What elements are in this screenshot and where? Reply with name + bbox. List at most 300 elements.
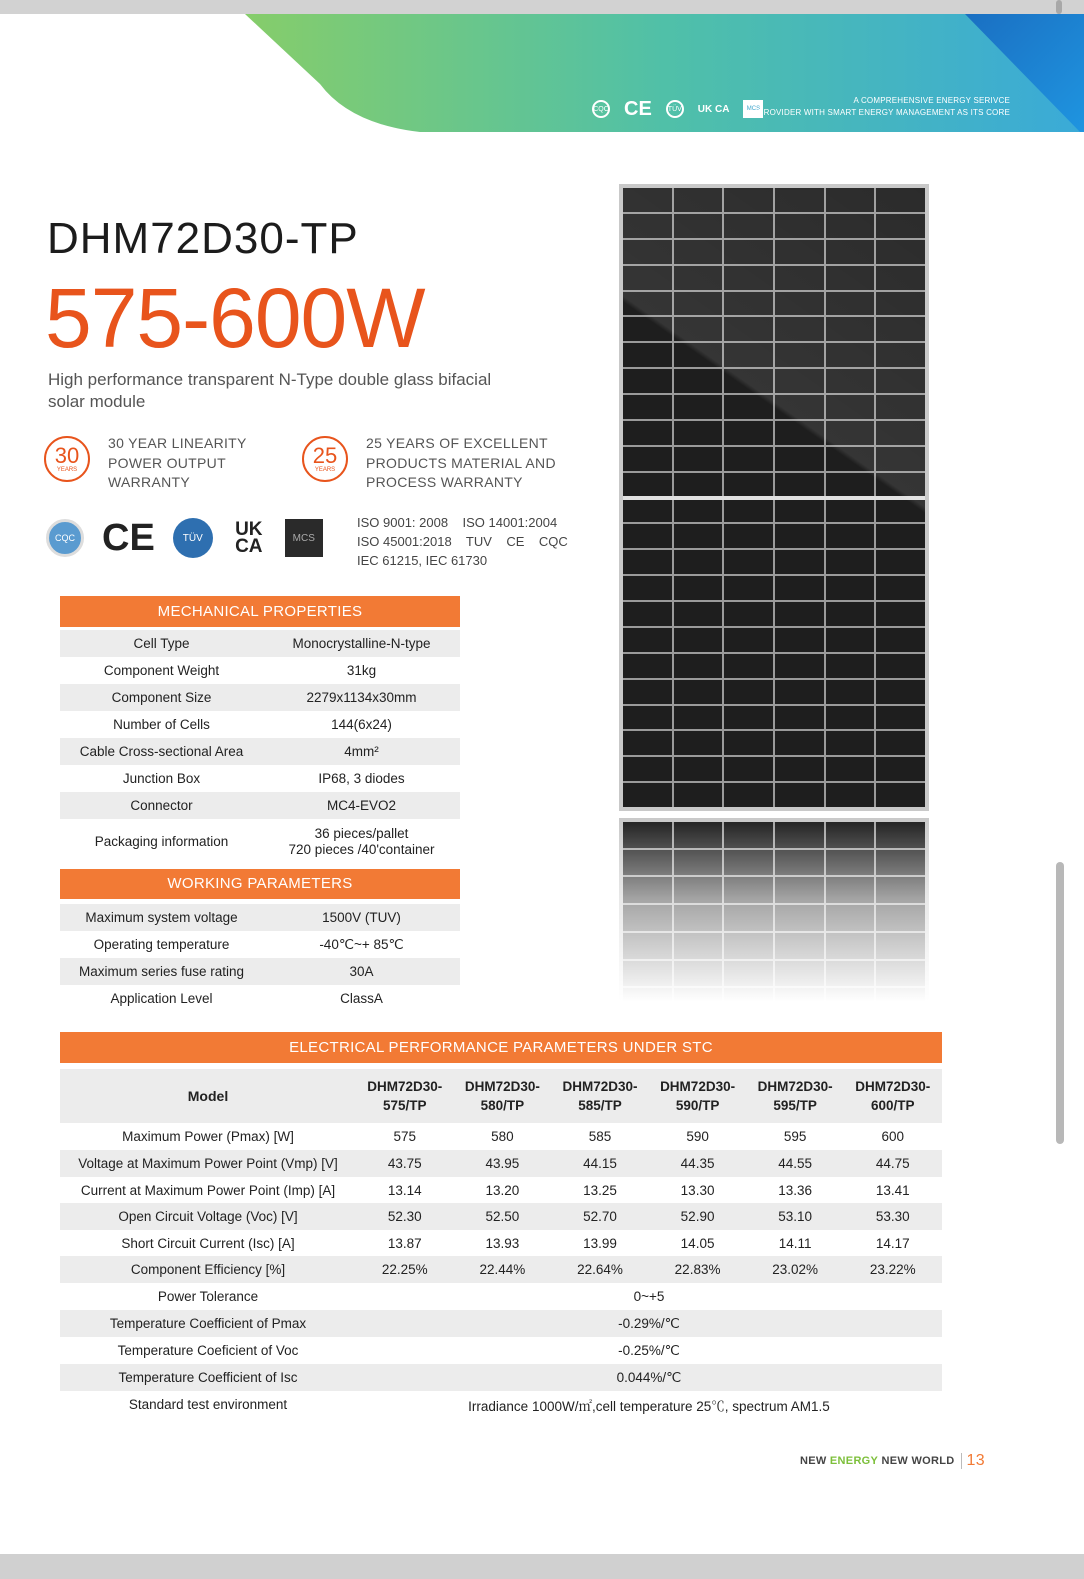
solar-cell: [826, 576, 875, 600]
row-value: 0.044%/℃: [616, 1369, 682, 1385]
solar-cell: [775, 214, 824, 238]
row-label: Maximum system voltage: [85, 910, 238, 925]
row-value: 590: [686, 1129, 709, 1144]
solar-cell: [724, 369, 773, 393]
solar-cell: [674, 317, 723, 341]
working-parameters-table: [60, 904, 460, 1012]
row-label: Power Tolerance: [157, 1289, 259, 1304]
iso-line: ISO 9001: 2008 ISO 14001:2004: [357, 515, 558, 530]
solar-cell: [775, 266, 824, 290]
solar-cell: [775, 706, 824, 730]
solar-cell: [674, 602, 723, 626]
ukca-icon: UK CA: [235, 519, 263, 557]
solar-cell: [826, 240, 875, 264]
row-value: 22.25%: [381, 1262, 428, 1277]
warranty-unit: YEARS: [56, 466, 78, 473]
row-label: Cable Cross-sectional Area: [79, 744, 244, 759]
solar-cell: [775, 757, 824, 781]
page-footer: [800, 1452, 985, 1470]
solar-cell: [724, 783, 773, 807]
table-row: [60, 1283, 942, 1310]
solar-cell: [826, 602, 875, 626]
row-value: 22.44%: [479, 1262, 526, 1277]
solar-cell: [775, 240, 824, 264]
solar-cell: [775, 576, 824, 600]
table-row: [60, 819, 460, 864]
solar-cell: [826, 188, 875, 212]
row-value: 52.70: [583, 1209, 617, 1224]
solar-cell: [775, 292, 824, 316]
solar-cell: [724, 654, 773, 678]
mechanical-properties-table: [60, 630, 460, 864]
model-name-line: DHM72D30-: [660, 1079, 736, 1094]
solar-cell: [623, 602, 672, 626]
solar-cell: [876, 447, 925, 471]
tagline-line-2: PROVIDER WITH SMART ENERGY MANAGEMENT AS ITS CORE: [758, 108, 1010, 117]
solar-cell: [826, 757, 875, 781]
electrical-rows: [60, 1123, 942, 1418]
banner-cert-logos: [592, 96, 763, 122]
model-column-header: [454, 1077, 552, 1115]
row-value: 44.35: [680, 1156, 715, 1171]
working-parameters-header: WORKING PARAMETERS: [60, 869, 460, 899]
row-value: 13.93: [485, 1235, 520, 1251]
row-value: 43.95: [485, 1156, 520, 1171]
row-value: 14.05: [680, 1235, 715, 1251]
solar-cell: [724, 473, 773, 497]
tagline-line-1: A COMPREHENSIVE ENERGY SERIVCE: [853, 96, 1010, 105]
table-row: [60, 657, 460, 684]
table-row: [60, 1203, 942, 1230]
solar-cell: [623, 317, 672, 341]
mechanical-properties-header: MECHANICAL PROPERTIES: [60, 596, 460, 627]
solar-cell: [674, 369, 723, 393]
row-label: Component Weight: [103, 663, 220, 678]
solar-cell: [674, 266, 723, 290]
solar-cell: [775, 499, 824, 523]
row-value: 52.50: [485, 1209, 520, 1224]
warranty-product: [302, 434, 566, 493]
solar-cell: [826, 524, 875, 548]
scrollbar-thumb[interactable]: [1056, 862, 1064, 1144]
table-row: [60, 904, 460, 931]
solar-cell: [876, 317, 925, 341]
solar-cell: [724, 292, 773, 316]
solar-cell: [724, 680, 773, 704]
row-value: 44.15: [583, 1156, 617, 1171]
solar-cell: [876, 343, 925, 367]
table-row: [60, 1364, 942, 1391]
solar-cell: [724, 240, 773, 264]
scrollbar-top[interactable]: [1056, 0, 1062, 14]
solar-cell: [775, 343, 824, 367]
row-value: 13.41: [875, 1182, 910, 1198]
electrical-parameters-table: [60, 1069, 942, 1418]
row-value: 580: [491, 1129, 514, 1144]
model-name-line: 575/TP: [383, 1098, 427, 1113]
solar-cell: [826, 680, 875, 704]
solar-cell: [674, 706, 723, 730]
row-label: Maximum series fuse rating: [78, 964, 245, 979]
solar-cell: [876, 240, 925, 264]
model-name-line: DHM72D30-: [464, 1079, 540, 1094]
banner-ukca-icon: UK CA: [697, 103, 730, 115]
solar-cell: [674, 343, 723, 367]
solar-cell: [623, 421, 672, 445]
solar-cell: [623, 550, 672, 574]
solar-cell: [724, 602, 773, 626]
footer-divider: [961, 1453, 962, 1469]
row-label: Number of Cells: [113, 717, 210, 732]
solar-cell: [826, 447, 875, 471]
row-value-line: 36 pieces/pallet: [314, 825, 409, 841]
row-value: [263, 826, 460, 858]
row-value: 13.14: [387, 1182, 422, 1198]
solar-cell: [876, 421, 925, 445]
banner-cqc-icon: CQC: [592, 100, 610, 118]
row-label: Voltage at Maximum Power Point (Vmp) [V]: [78, 1156, 338, 1171]
solar-cell: [775, 421, 824, 445]
model-column-header: [746, 1077, 844, 1115]
row-value: 53.30: [875, 1209, 910, 1224]
banner-tagline: [758, 95, 1010, 119]
solar-cell: [826, 369, 875, 393]
row-value: 22.64%: [577, 1262, 623, 1277]
solar-cell: [724, 550, 773, 574]
model-name-line: DHM72D30-: [855, 1079, 931, 1094]
solar-cell: [623, 369, 672, 393]
model-column-header: [844, 1077, 942, 1115]
solar-cell: [674, 731, 723, 755]
warranty-text: 25 YEARS OF EXCELLENT PRODUCTS MATERIAL AND PROCESS WARRANTY: [366, 435, 556, 490]
row-label: Open Circuit Voltage (Voc) [V]: [118, 1209, 298, 1224]
table-row: [60, 738, 460, 765]
solar-cell: [674, 680, 723, 704]
solar-cell: [623, 292, 672, 316]
row-value: 52.90: [680, 1209, 715, 1224]
solar-cell: [674, 447, 723, 471]
iso-standards: [357, 513, 568, 570]
solar-cell: [674, 550, 723, 574]
solar-cell: [674, 524, 723, 548]
solar-cell: [623, 343, 672, 367]
solar-cell: [623, 524, 672, 548]
table-row: [60, 1150, 942, 1177]
solar-cell: [876, 395, 925, 419]
table-row: [60, 931, 460, 958]
solar-cell: [623, 757, 672, 781]
warranty-text: 30 YEAR LINEARITY POWER OUTPUT WARRANTY: [108, 435, 247, 490]
solar-cell: [775, 524, 824, 548]
row-label: Component Size: [111, 690, 212, 705]
row-label: Short Circuit Current (Isc) [A]: [121, 1235, 295, 1251]
solar-cell: [876, 188, 925, 212]
row-label: Cell Type: [133, 636, 190, 651]
row-value: 575: [393, 1129, 417, 1144]
row-value: Irradiance 1000W/㎡,cell temperature 25℃, spectrum AM1.5: [468, 1398, 830, 1414]
model-name-line: DHM72D30-: [562, 1079, 638, 1094]
solar-cell: [876, 214, 925, 238]
row-value: 23.02%: [772, 1262, 819, 1277]
model-name-line: DHM72D30-: [367, 1079, 443, 1094]
row-value: 0~+5: [633, 1289, 665, 1304]
solar-cell: [876, 576, 925, 600]
row-value: 52.30: [387, 1209, 422, 1224]
row-label: Temperature Coefficient of Pmax: [109, 1316, 307, 1331]
solar-cell: [876, 706, 925, 730]
model-column-header: [551, 1077, 649, 1115]
solar-cell: [876, 757, 925, 781]
solar-cell: [826, 628, 875, 652]
solar-cell: [623, 654, 672, 678]
row-label: Connector: [130, 798, 193, 813]
solar-cell: [724, 343, 773, 367]
panel-junction-line: [623, 496, 925, 500]
solar-cell: [724, 731, 773, 755]
row-label: Temperature Coefficient of Isc: [118, 1370, 298, 1385]
solar-cell: [826, 783, 875, 807]
solar-cell: [674, 421, 723, 445]
ce-icon: CE: [102, 517, 155, 559]
row-value-line: 720 pieces /40'container: [288, 841, 435, 857]
page-number: 13: [966, 1452, 985, 1469]
solar-cell: [826, 731, 875, 755]
solar-cell: [724, 317, 773, 341]
solar-cell: [623, 447, 672, 471]
model-name-line: 590/TP: [675, 1098, 720, 1113]
solar-cell: [775, 731, 824, 755]
solar-cell: [724, 266, 773, 290]
row-label: Temperature Coeficient of Voc: [117, 1343, 299, 1358]
table-row: [60, 985, 460, 1012]
solar-cell: [674, 292, 723, 316]
row-value: 4mm²: [344, 743, 379, 759]
solar-cell: [775, 602, 824, 626]
solar-cell: [674, 628, 723, 652]
solar-cell: [876, 550, 925, 574]
certification-logos: [46, 518, 323, 558]
footer-word-energy: ENERGY: [829, 1455, 879, 1467]
solar-cell: [826, 473, 875, 497]
product-model: DHM72D30-TP: [47, 214, 359, 263]
table-row: [60, 684, 460, 711]
solar-cell: [674, 576, 723, 600]
warranty-30-icon: [44, 436, 90, 482]
row-value: 13.87: [387, 1235, 422, 1251]
product-subtitle: High performance transparent N-Type double glass bifacial solar module: [48, 370, 492, 411]
footer-word: NEW: [800, 1455, 830, 1467]
table-row: [60, 1123, 942, 1150]
row-value: 144(6x24): [331, 716, 392, 732]
warranty-years: 30: [54, 442, 80, 468]
solar-cell: [826, 395, 875, 419]
solar-cell: [876, 499, 925, 523]
solar-cell: [775, 447, 824, 471]
mcs-icon: MCS: [285, 519, 323, 557]
solar-cell: [876, 266, 925, 290]
row-value: 44.55: [778, 1156, 813, 1171]
solar-cell: [775, 188, 824, 212]
table-row: [60, 1177, 942, 1203]
row-value: -40℃~+ 85℃: [319, 936, 404, 952]
table-row: [60, 1230, 942, 1256]
model-column-header: [356, 1077, 454, 1115]
row-value: IP68, 3 diodes: [318, 770, 405, 786]
model-name-line: 595/TP: [773, 1098, 817, 1113]
solar-cell: [775, 369, 824, 393]
solar-cell: [876, 731, 925, 755]
solar-cell: [826, 706, 875, 730]
solar-cell: [876, 628, 925, 652]
solar-cell: [826, 214, 875, 238]
solar-cell: [724, 447, 773, 471]
solar-cell: [724, 188, 773, 212]
solar-cell: [623, 680, 672, 704]
solar-cell: [674, 188, 723, 212]
solar-cell: [826, 550, 875, 574]
solar-cell: [674, 654, 723, 678]
solar-cell: [826, 266, 875, 290]
row-label: Current at Maximum Power Point (Imp) [A]: [80, 1182, 336, 1198]
banner-ce-icon: CE: [624, 98, 652, 120]
solar-cell: [876, 473, 925, 497]
row-value: Monocrystalline-N-type: [292, 635, 431, 651]
row-value: 600: [881, 1129, 905, 1144]
electrical-parameters-header: ELECTRICAL PERFORMANCE PARAMETERS UNDER STC: [60, 1032, 942, 1063]
row-value: 13.25: [583, 1182, 617, 1198]
table-row: [60, 792, 460, 819]
table-row: [60, 1337, 942, 1364]
row-value: 13.99: [583, 1235, 617, 1251]
row-value: MC4-EVO2: [326, 797, 397, 813]
model-header: Model: [187, 1088, 229, 1104]
table-row: [60, 630, 460, 657]
solar-cell: [724, 757, 773, 781]
solar-cell: [623, 395, 672, 419]
row-value: 22.83%: [674, 1262, 721, 1277]
row-label: Application Level: [110, 991, 213, 1006]
solar-cell: [623, 188, 672, 212]
solar-cell: [876, 524, 925, 548]
power-range: 575-600W: [45, 271, 425, 365]
solar-cell: [775, 680, 824, 704]
solar-cell: [775, 628, 824, 652]
solar-cell: [674, 499, 723, 523]
row-label: Operating temperature: [93, 937, 230, 952]
row-value: 1500V (TUV): [322, 909, 401, 925]
solar-cell: [623, 731, 672, 755]
solar-cell: [623, 240, 672, 264]
solar-cell: [826, 317, 875, 341]
solar-cell: [623, 706, 672, 730]
solar-cell: [724, 499, 773, 523]
banner-mcs-icon: MCS: [743, 100, 763, 118]
row-value: 31kg: [346, 662, 377, 678]
row-label: Component Efficiency [%]: [130, 1262, 286, 1277]
row-value: 14.17: [875, 1235, 910, 1251]
solar-cell: [623, 473, 672, 497]
solar-cell: [826, 654, 875, 678]
solar-cell: [674, 757, 723, 781]
row-value: 13.20: [485, 1182, 520, 1198]
solar-cell: [826, 343, 875, 367]
solar-cell: [775, 654, 824, 678]
solar-cell: [724, 576, 773, 600]
warranty-linear-power: [44, 434, 298, 493]
solar-cell: [674, 783, 723, 807]
solar-cell: [623, 499, 672, 523]
solar-cell: [876, 654, 925, 678]
solar-cell: [775, 395, 824, 419]
row-value: 13.30: [680, 1182, 715, 1198]
table-row: [60, 711, 460, 738]
solar-cell: [826, 292, 875, 316]
model-column-header: [649, 1077, 747, 1115]
model-name-line: DHM72D30-: [757, 1079, 833, 1094]
row-label: Standard test environment: [128, 1397, 288, 1412]
solar-cell: [724, 524, 773, 548]
warranty-years: 25: [312, 442, 338, 468]
solar-cell: [674, 240, 723, 264]
table-row: [60, 1391, 942, 1418]
solar-cell: [724, 628, 773, 652]
solar-cell: [674, 214, 723, 238]
warranty-25-icon: [302, 436, 348, 482]
solar-cell: [826, 499, 875, 523]
solar-cell: [876, 680, 925, 704]
model-name-line: 585/TP: [578, 1098, 622, 1113]
row-value: -0.29%/℃: [618, 1315, 680, 1331]
row-value: 2279x1134x30mm: [306, 689, 417, 705]
solar-cell: [623, 214, 672, 238]
row-value: 30A: [349, 963, 374, 979]
row-label: Maximum Power (Pmax) [W]: [122, 1129, 294, 1144]
table-row: [60, 765, 460, 792]
solar-cell: [775, 783, 824, 807]
table-header-row: [60, 1069, 942, 1123]
top-bar: [0, 0, 1084, 14]
solar-cell: [674, 473, 723, 497]
solar-cell: [674, 395, 723, 419]
solar-cell: [623, 266, 672, 290]
footer-word: NEW WORLD: [878, 1455, 955, 1467]
row-value: 53.10: [778, 1209, 813, 1224]
warranty-unit: YEARS: [314, 466, 336, 473]
solar-cell: [724, 395, 773, 419]
solar-cell: [876, 602, 925, 626]
solar-cell: [876, 292, 925, 316]
row-label: Junction Box: [122, 771, 201, 786]
row-value: ClassA: [340, 990, 383, 1006]
banner-tuv-icon: TÜV: [666, 100, 684, 118]
row-value: 595: [783, 1129, 807, 1144]
model-name-line: 600/TP: [871, 1098, 915, 1113]
solar-cell: [724, 214, 773, 238]
solar-cell: [826, 421, 875, 445]
solar-cell: [775, 473, 824, 497]
solar-cell: [876, 783, 925, 807]
solar-cell: [623, 576, 672, 600]
solar-cell: [775, 550, 824, 574]
row-value: 23.22%: [869, 1262, 916, 1277]
table-row: [60, 958, 460, 985]
solar-cell: [623, 783, 672, 807]
row-value: 585: [588, 1129, 612, 1144]
row-value: 43.75: [387, 1156, 422, 1171]
iso-line: IEC 61215, IEC 61730: [357, 553, 488, 568]
row-value: 13.36: [778, 1182, 813, 1198]
model-name-line: 580/TP: [480, 1098, 525, 1113]
